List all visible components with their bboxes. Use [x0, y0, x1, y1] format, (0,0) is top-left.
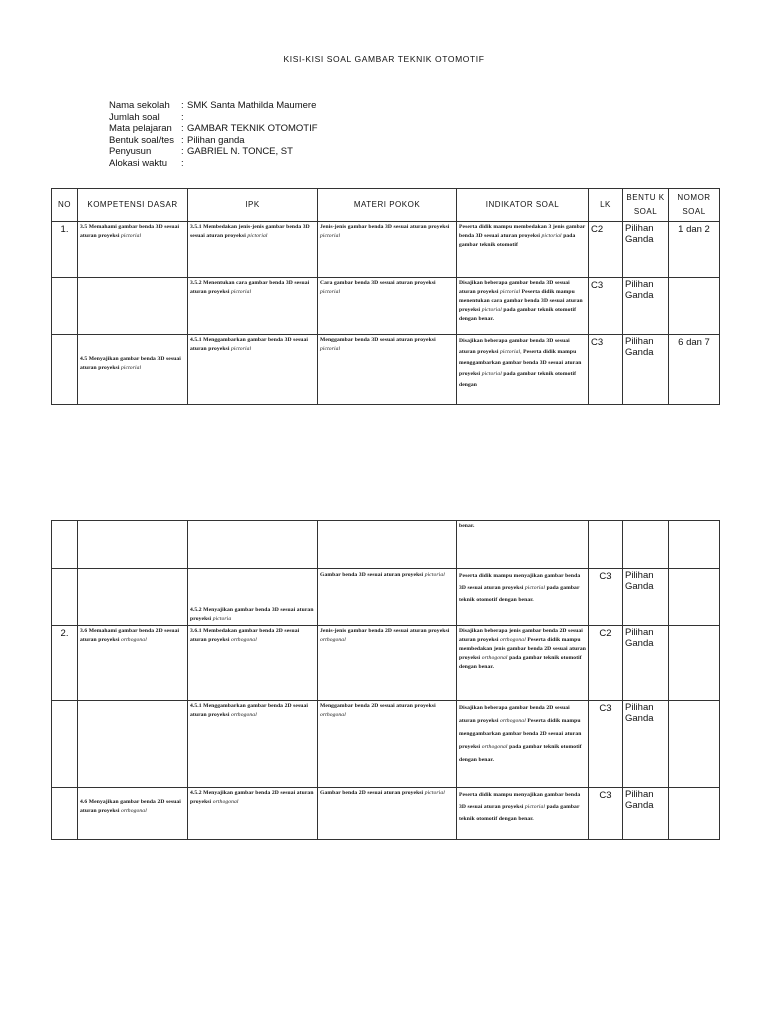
indikator-cell: benar.	[457, 521, 589, 569]
bentuk-cell: Pilihan Ganda	[623, 701, 669, 788]
row-number	[52, 335, 78, 405]
grid-table-1	[51, 188, 720, 405]
grid-table-2	[51, 520, 720, 840]
nomor-cell	[669, 701, 720, 788]
lk-cell: C3	[589, 701, 623, 788]
row-number	[52, 521, 78, 569]
indikator-cell: Disajikan beberapa gambar benda 3D sesuai aturan proyeksi pictorial, Peserta didik mampu menggambarkan gambar benda 3D sesuai aturan proyeksi pictorial pada gambar teknik otomotif dengan	[457, 335, 589, 405]
lk-cell: C3	[589, 788, 623, 840]
table-row	[52, 626, 720, 701]
row-number	[52, 701, 78, 788]
materi-cell: Cara gambar benda 3D sesuai aturan proyeksi pictorial	[318, 278, 457, 335]
materi-cell: Jenis-jenis gambar benda 2D sesuai aturan proyeksi orthogonal	[318, 626, 457, 701]
row-number: 2.	[52, 626, 78, 701]
ipk-cell: 4.5.1 Menggambarkan gambar benda 3D sesuai aturan proyeksi pictorial	[188, 335, 318, 405]
indikator-cell: Peserta didik mampu menyajikan gambar benda 3D sesuai aturan proyeksi pictorial pada gambar teknik otomotif dengan benar.	[457, 569, 589, 626]
kd-cell	[78, 278, 188, 335]
nomor-cell	[669, 788, 720, 840]
bentuk-cell: Pilihan Ganda	[623, 278, 669, 335]
nomor-cell	[669, 278, 720, 335]
materi-cell: Jenis-jenis gambar benda 3D sesuai aturan proyeksi pictorial	[318, 222, 457, 278]
ipk-cell: 4.5.1 Menggambarkan gambar benda 2D sesuai aturan proyeksi orthogonal	[188, 701, 318, 788]
indikator-cell: Disajikan beberapa gambar benda 3D sesuai aturan proyeksi pictorial Peserta didik mampu menentukan cara gambar benda 3D sesuai aturan proyeksi pictorial pada gambar teknik otomotif dengan benar.	[457, 278, 589, 335]
lk-cell: C2	[589, 626, 623, 701]
lk-cell	[589, 521, 623, 569]
info-row-author: Penyusun : GABRIEL N. TONCE, ST	[109, 146, 293, 157]
table-row	[52, 222, 720, 278]
table-row	[52, 788, 720, 840]
kd-cell: 3.6 Memahami gambar benda 2D sesuai aturan proyeksi orthogonal	[78, 626, 188, 701]
indikator-cell: Peserta didik mampu menyajikan gambar benda 3D sesuai aturan proyeksi pictorial pada gambar teknik otomotif dengan benar.	[457, 788, 589, 840]
nomor-cell: 1 dan 2	[669, 222, 720, 278]
ipk-cell: 4.5.2 Menyajikan gambar benda 3D sesuai aturan proyeksi pictoria	[188, 569, 318, 626]
header-materi: MATERI POKOK	[318, 189, 457, 222]
nomor-cell	[669, 521, 720, 569]
info-row-count: Jumlah soal :	[109, 111, 184, 123]
document-title: KISI-KISI SOAL GAMBAR TEKNIK OTOMOTIF	[283, 54, 485, 64]
bentuk-cell: Pilihan Ganda	[623, 569, 669, 626]
header-row	[52, 189, 720, 222]
table-row	[52, 335, 720, 405]
header-nomor: NOMOR SOAL	[669, 189, 720, 222]
materi-cell: Menggambar benda 3D sesuai aturan proyeksi pictorial	[318, 335, 457, 405]
table-row	[52, 569, 720, 626]
kd-cell	[78, 701, 188, 788]
ipk-cell	[188, 521, 318, 569]
bentuk-cell: Pilihan Ganda	[623, 788, 669, 840]
table-row	[52, 278, 720, 335]
kd-cell	[78, 569, 188, 626]
header-lk: LK	[589, 189, 623, 222]
ipk-cell: 4.5.2 Menyajikan gambar benda 2D sesuai aturan proyeksi orthogonal	[188, 788, 318, 840]
kd-cell: 3.5 Memahami gambar benda 3D sesuai aturan proyeksi pictorial	[78, 222, 188, 278]
indikator-cell: Peserta didik mampu membedakan 3 jenis gambar benda 3D sesuai aturan proyeksi pictorial pada gambar teknik otomotif	[457, 222, 589, 278]
bentuk-cell	[623, 521, 669, 569]
info-row-school: Nama sekolah : SMK Santa Mathilda Maumere	[109, 100, 317, 111]
kd-cell: 4.6 Menyajikan gambar benda 2D sesuai aturan proyeksi orthogonal	[78, 788, 188, 840]
materi-cell: Menggambar benda 2D sesuai aturan proyeksi orthogonal	[318, 701, 457, 788]
nomor-cell: 6 dan 7	[669, 335, 720, 405]
ipk-cell: 3.6.1 Membedakan gambar benda 2D sesuai aturan proyeksi orthogonal	[188, 626, 318, 701]
bentuk-cell: Pilihan Ganda	[623, 335, 669, 405]
materi-cell: Gambar benda 3D sesuai aturan proyeksi pictorial	[318, 569, 457, 626]
indikator-cell: Disajikan beberapa gambar benda 2D sesuai aturan proyeksi orthogonal Peserta didik mampu menggambarkan gambar benda 2D sesuai aturan proyeksi orthogonal pada gambar teknik otomotif dengan benar.	[457, 701, 589, 788]
header-kd: KOMPETENSI DASAR	[78, 189, 188, 222]
lk-cell: C3	[589, 335, 623, 405]
info-row-time: Alokasi waktu :	[109, 157, 184, 169]
row-number	[52, 278, 78, 335]
row-number	[52, 569, 78, 626]
bentuk-cell: Pilihan Ganda	[623, 222, 669, 278]
info-row-form: Bentuk soal/tes : Pilihan ganda	[109, 134, 245, 146]
bentuk-cell: Pilihan Ganda	[623, 626, 669, 701]
header-ipk: IPK	[188, 189, 318, 222]
ipk-cell: 3.5.2 Menentukan cara gambar benda 3D sesuai aturan proyeksi pictorial	[188, 278, 318, 335]
info-row-subject: Mata pelajaran : GAMBAR TEKNIK OTOMOTIF	[109, 123, 318, 134]
header-indikator: INDIKATOR SOAL	[457, 189, 589, 222]
lk-cell: C3	[589, 569, 623, 626]
lk-cell: C2	[589, 222, 623, 278]
kd-cell: 4.5 Menyajikan gambar benda 3D sesuai aturan proyeksi pictorial	[78, 335, 188, 405]
table-row	[52, 701, 720, 788]
document-info	[109, 100, 318, 169]
materi-cell	[318, 521, 457, 569]
row-number	[52, 788, 78, 840]
indikator-cell: Disajikan beberapa jenis gambar benda 2D sesuai aturan proyeksi orthogonal Peserta didik mampu membedakan jenis gambar benda 2D sesuai aturan proyeksi orthogonal pada gambar teknik otomotif dengan benar.	[457, 626, 589, 701]
row-number: 1.	[52, 222, 78, 278]
nomor-cell	[669, 569, 720, 626]
materi-cell: Gambar benda 2D sesuai aturan proyeksi pictorial	[318, 788, 457, 840]
lk-cell: C3	[589, 278, 623, 335]
kd-cell	[78, 521, 188, 569]
header-no: NO	[52, 189, 78, 222]
table-row	[52, 521, 720, 569]
header-bentuk: BENTU K SOAL	[623, 189, 669, 222]
nomor-cell	[669, 626, 720, 701]
ipk-cell: 3.5.1 Membedakan jenis-jenis gambar benda 3D sesuai aturan proyeksi pictorial	[188, 222, 318, 278]
